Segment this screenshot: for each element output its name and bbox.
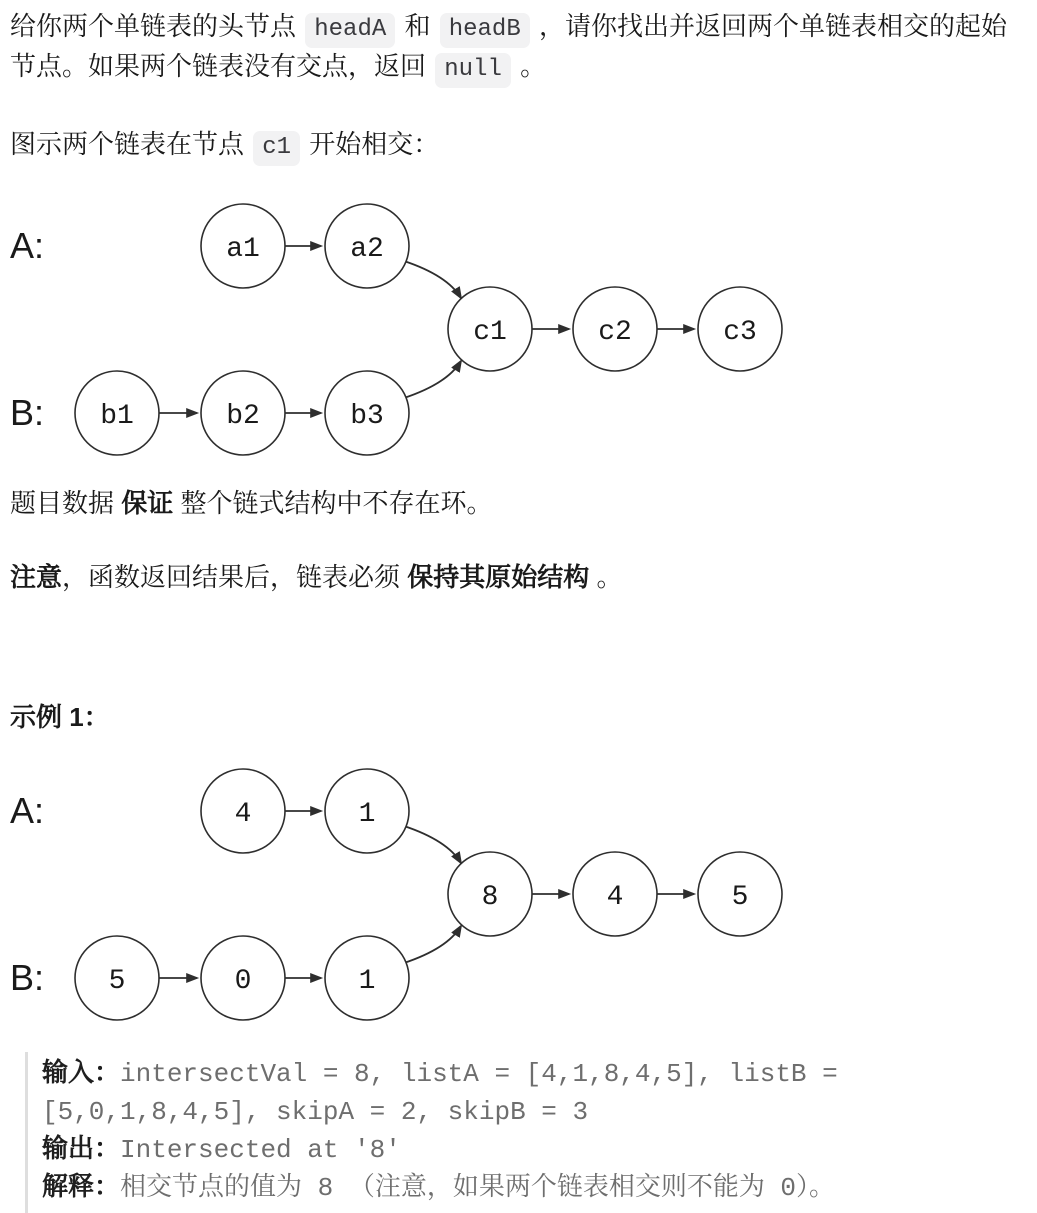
statement-text: ，请你找出并返回两个单链表相交的起始	[531, 11, 1007, 41]
arrow-b3-c1	[404, 926, 461, 963]
node-value: 5	[731, 882, 749, 913]
intro-text: 开始相交：	[302, 129, 440, 159]
example-io-block	[25, 1052, 1027, 1213]
list-a-label: A:	[10, 790, 45, 831]
note-text: ，函数返回结果后，链表必须	[62, 562, 408, 592]
output-label: 输出：	[42, 1135, 121, 1165]
node-value: 0	[234, 966, 252, 997]
inline-code-headA: headA	[305, 13, 395, 48]
node-c3	[698, 852, 782, 936]
node-value: b1	[100, 401, 134, 432]
bold-attention: 注意	[10, 562, 63, 592]
no-cycle-note	[10, 485, 1027, 522]
bold-keep-structure: 保持其原始结构	[407, 562, 590, 592]
node-value: 8	[481, 882, 499, 913]
input-label: 输入：	[42, 1059, 121, 1089]
node-c1	[448, 852, 532, 936]
node-value: b3	[350, 401, 384, 432]
node-value: 4	[606, 882, 624, 913]
node-c3	[698, 287, 782, 371]
node-c2	[573, 287, 657, 371]
output-value: Intersected at '8'	[120, 1135, 401, 1165]
linked-list-diagram-generic	[10, 189, 850, 469]
node-a2	[325, 769, 409, 853]
node-value: c1	[473, 317, 507, 348]
structure-note	[10, 559, 1027, 596]
arrow-b3-c1	[404, 361, 461, 398]
statement-text: 给你两个单链表的头节点	[10, 11, 304, 41]
input-value-line1: intersectVal = 8, listA = [4,1,8,4,5], listB =	[120, 1059, 838, 1089]
statement-text: 节点。如果两个链表没有交点，返回	[10, 51, 434, 81]
node-b2	[201, 936, 285, 1020]
node-a1	[201, 769, 285, 853]
input-value-line2: [5,0,1,8,4,5], skipA = 2, skipB = 3	[42, 1097, 589, 1127]
note-text: 。	[589, 562, 623, 592]
bold-guarantee: 保证	[121, 488, 174, 518]
node-value: c2	[598, 317, 632, 348]
statement-text: 。	[512, 51, 547, 81]
inline-code-headB: headB	[440, 13, 530, 48]
statement-text: 和	[397, 11, 438, 41]
intro-text: 图示两个链表在节点	[10, 129, 252, 159]
node-a2	[325, 204, 409, 288]
explanation-label: 解释：	[42, 1173, 121, 1203]
example-explanation-line	[42, 1169, 1017, 1207]
problem-statement	[10, 8, 1027, 88]
node-value: b2	[226, 401, 260, 432]
node-c1	[448, 287, 532, 371]
list-a-label: A:	[10, 225, 45, 266]
arrow-a2-c1	[404, 261, 461, 298]
node-value: 1	[358, 966, 376, 997]
example-input-line	[42, 1055, 1017, 1131]
node-b1	[75, 936, 159, 1020]
node-value: 1	[358, 799, 376, 830]
example-output-line	[42, 1131, 1017, 1169]
note-text: 整个链式结构中不存在环。	[173, 488, 493, 518]
node-value: a1	[226, 234, 260, 265]
node-b2	[201, 371, 285, 455]
inline-code-c1: c1	[253, 131, 300, 166]
arrow-a2-c1	[404, 826, 461, 863]
linked-list-diagram-example-1	[10, 754, 850, 1034]
node-value: 4	[234, 799, 252, 830]
node-b1	[75, 371, 159, 455]
diagram-intro	[10, 126, 1027, 166]
list-b-label: B:	[10, 957, 45, 998]
note-text: 题目数据	[10, 488, 122, 518]
inline-code-null: null	[435, 53, 511, 88]
node-value: c3	[723, 317, 757, 348]
node-c2	[573, 852, 657, 936]
explanation-value: 相交节点的值为 8 （注意，如果两个链表相交则不能为 0）。	[120, 1173, 836, 1203]
node-b3	[325, 371, 409, 455]
node-b3	[325, 936, 409, 1020]
node-value: a2	[350, 234, 384, 265]
example-1-heading: 示例 1：	[10, 702, 110, 732]
list-b-label: B:	[10, 392, 45, 433]
node-value: 5	[108, 966, 126, 997]
node-a1	[201, 204, 285, 288]
